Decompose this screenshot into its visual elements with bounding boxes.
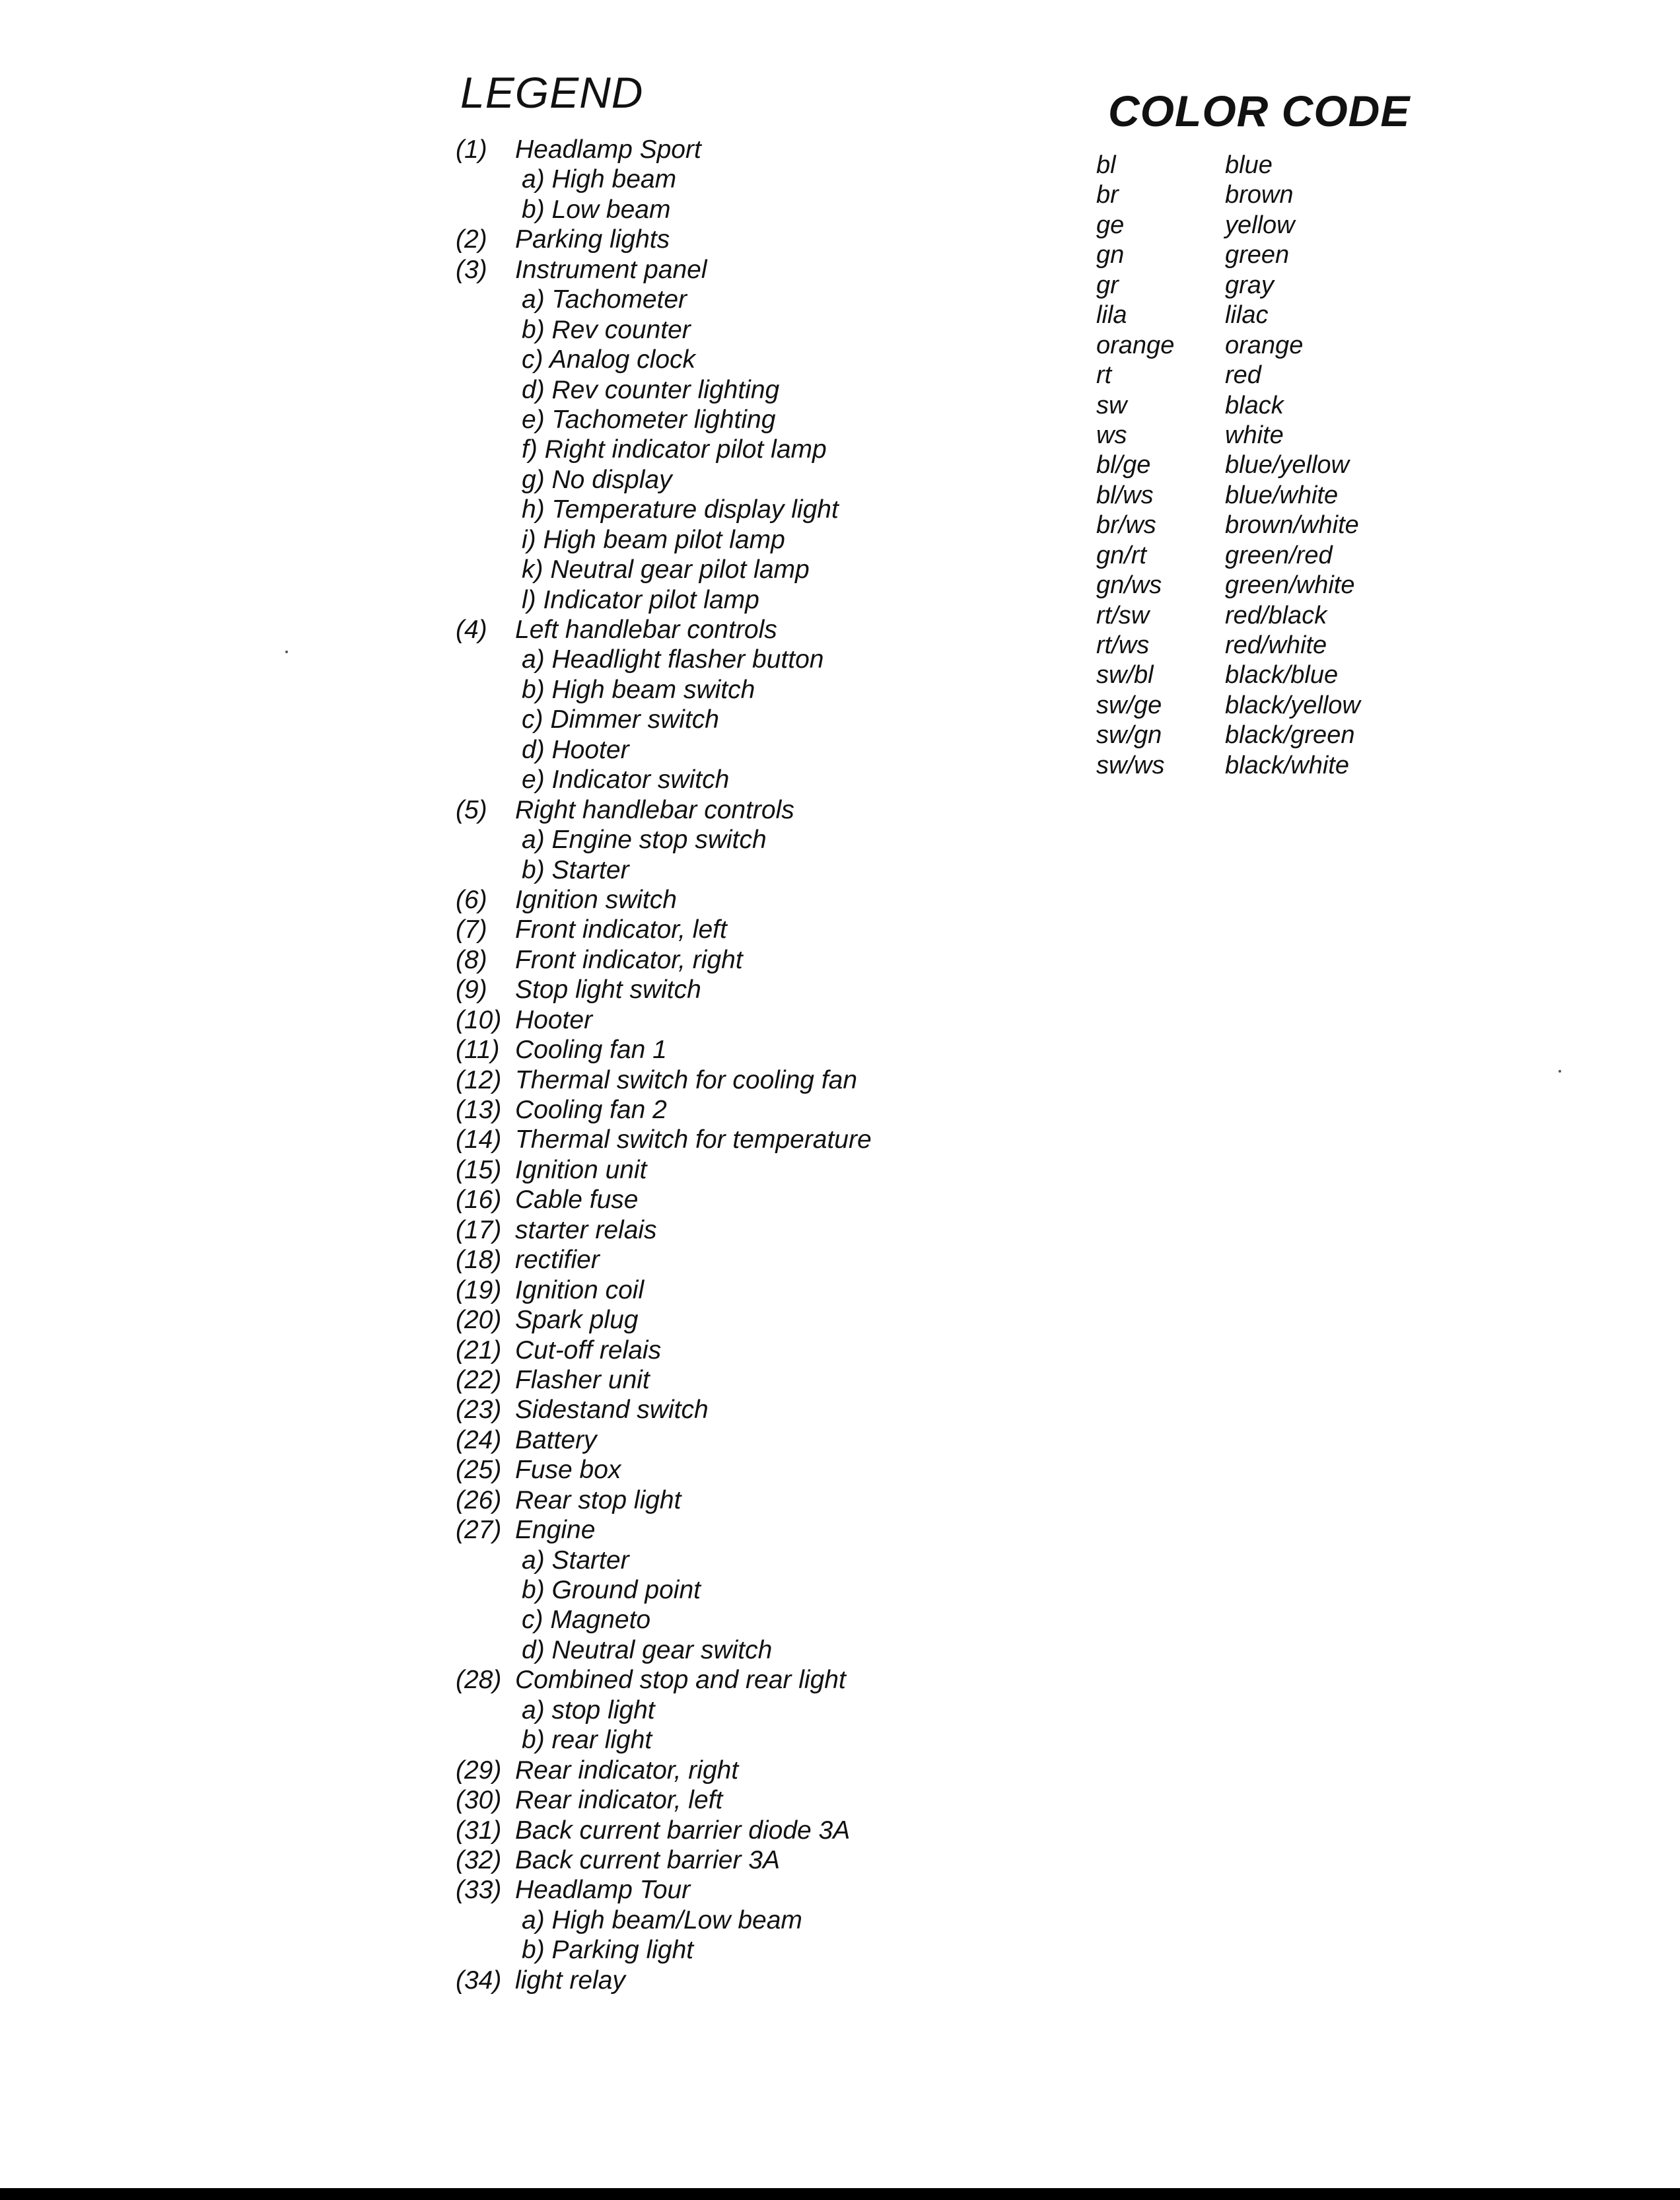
color-code-abbreviation: orange: [1096, 331, 1175, 359]
color-code-abbreviation: lila: [1096, 301, 1127, 330]
legend-subitem: [456, 285, 872, 314]
color-code-abbreviation: ge: [1096, 211, 1125, 239]
color-code-name: white: [1225, 421, 1284, 449]
legend-item-number: (11): [456, 1036, 500, 1065]
legend-item-text: a) Starter: [522, 1545, 629, 1575]
legend-subitem: [456, 315, 872, 345]
legend-item: [456, 1125, 872, 1154]
legend-item-text: Flasher unit: [515, 1365, 650, 1394]
color-code-name: blue: [1225, 151, 1273, 179]
color-code-row: [1096, 691, 1360, 721]
color-code-name: black: [1225, 391, 1284, 419]
legend-item-text: Thermal switch for temperature: [515, 1125, 872, 1154]
legend-subitem: [456, 735, 872, 765]
legend-item-text: c) Analog clock: [522, 345, 696, 374]
color-code-row: [1096, 571, 1360, 600]
legend-item-number: (2): [456, 225, 487, 254]
legend-item: [456, 225, 872, 254]
legend-item-text: Cut-off relais: [515, 1335, 662, 1365]
color-code-abbreviation: bl/ge: [1096, 451, 1151, 479]
legend-subitem: [456, 1695, 872, 1725]
legend-item-text: Ignition switch: [515, 885, 677, 914]
color-code-name: red: [1225, 361, 1261, 390]
legend-item-number: (15): [456, 1155, 502, 1184]
legend-item-text: Engine: [515, 1516, 596, 1545]
legend-item-text: Parking lights: [515, 225, 670, 254]
color-code-row: [1096, 271, 1360, 301]
legend-item-text: Spark plug: [515, 1306, 639, 1335]
legend-subitem: [456, 645, 872, 674]
legend-subitem: [456, 825, 872, 855]
color-code-name: red/white: [1225, 631, 1327, 659]
legend-list: [456, 135, 872, 1995]
legend-item-number: (8): [456, 945, 487, 974]
legend-item-text: g) No display: [522, 465, 672, 494]
legend-item-text: a) Headlight flasher button: [522, 645, 824, 674]
legend-subitem: [456, 585, 872, 615]
legend-item: [456, 1665, 872, 1695]
legend-item-text: f) Right indicator pilot lamp: [522, 435, 827, 464]
legend-item: [456, 1875, 872, 1905]
legend-item: [456, 1785, 872, 1815]
legend-item-text: e) Tachometer lighting: [522, 405, 776, 434]
legend-title: LEGEND: [460, 68, 644, 117]
color-code-abbreviation: gn: [1096, 241, 1125, 269]
legend-item: [456, 1756, 872, 1785]
legend-item-text: Back current barrier diode 3A: [515, 1816, 851, 1845]
legend-subitem: [456, 705, 872, 734]
legend-item-text: Left handlebar controls: [515, 616, 777, 644]
legend-item-number: (10): [456, 1005, 502, 1034]
legend-item-text: h) Temperature display light: [522, 495, 839, 524]
color-code-list: [1096, 151, 1360, 781]
color-code-row: [1096, 541, 1360, 571]
legend-item-number: (29): [456, 1756, 502, 1785]
legend-subitem: [456, 1935, 872, 1965]
legend-item-number: (32): [456, 1845, 502, 1874]
legend-item-number: (12): [456, 1065, 502, 1094]
color-code-abbreviation: bl: [1096, 151, 1116, 179]
legend-subitem: [456, 164, 872, 194]
color-code-row: [1096, 331, 1360, 361]
legend-item-text: Front indicator, right: [515, 945, 743, 974]
legend-item: [456, 1455, 872, 1485]
legend-item: [456, 795, 872, 825]
color-code-name: black/green: [1225, 721, 1355, 750]
legend-item-text: Thermal switch for cooling fan: [515, 1065, 858, 1094]
legend-item: [456, 1395, 872, 1425]
legend-subitem: [456, 345, 872, 374]
legend-item: [456, 1425, 872, 1455]
legend-item-text: Rear indicator, right: [515, 1756, 739, 1785]
legend-item-number: (5): [456, 795, 487, 824]
legend-item: [456, 255, 872, 285]
legend-item: [456, 1966, 872, 1995]
color-code-row: [1096, 151, 1360, 180]
legend-item-text: Instrument panel: [515, 255, 707, 284]
color-code-name: lilac: [1225, 301, 1269, 330]
legend-item-number: (9): [456, 976, 487, 1005]
legend-item-text: Back current barrier 3A: [515, 1845, 780, 1874]
legend-item: [456, 1005, 872, 1035]
color-code-row: [1096, 751, 1360, 781]
color-code-name: orange: [1225, 331, 1304, 359]
legend-item-text: Sidestand switch: [515, 1396, 709, 1425]
legend-item-number: (25): [456, 1456, 502, 1485]
color-code-row: [1096, 511, 1360, 540]
legend-item: [456, 1816, 872, 1845]
color-code-abbreviation: gn/ws: [1096, 571, 1162, 600]
legend-item-text: b) Low beam: [522, 195, 671, 224]
legend-item-text: Front indicator, left: [515, 915, 727, 944]
legend-item-number: (26): [456, 1485, 502, 1514]
legend-item-text: Right handlebar controls: [515, 795, 794, 824]
legend-item-text: b) Parking light: [522, 1936, 694, 1965]
legend-subitem: [456, 555, 872, 585]
color-code-abbreviation: sw/ws: [1096, 751, 1165, 779]
color-code-row: [1096, 450, 1360, 480]
color-code-row: [1096, 301, 1360, 330]
legend-item-text: Rear indicator, left: [515, 1786, 723, 1815]
color-code-name: black/white: [1225, 751, 1349, 779]
legend-subitem: [456, 1575, 872, 1605]
legend-item-text: rectifier: [515, 1246, 600, 1275]
legend-item: [456, 1365, 872, 1395]
color-code-abbreviation: bl/ws: [1096, 481, 1154, 509]
color-code-name: gray: [1225, 271, 1274, 299]
legend-item-text: Ignition unit: [515, 1155, 647, 1184]
legend-item-text: e) Indicator switch: [522, 765, 730, 795]
color-code-name: green/red: [1225, 541, 1333, 569]
legend-item-text: k) Neutral gear pilot lamp: [522, 555, 810, 585]
legend-item-text: Cooling fan 1: [515, 1036, 667, 1065]
color-code-name: brown/white: [1225, 511, 1359, 540]
color-code-abbreviation: sw/gn: [1096, 721, 1162, 750]
legend-item-text: b) rear light: [522, 1726, 652, 1755]
legend-subitem: [456, 1635, 872, 1665]
legend-subitem: [456, 405, 872, 435]
scan-speck: [285, 651, 288, 653]
color-code-row: [1096, 421, 1360, 450]
color-code-row: [1096, 211, 1360, 240]
legend-item-text: Combined stop and rear light: [515, 1666, 846, 1695]
legend-item-number: (18): [456, 1246, 502, 1275]
legend-item-text: c) Dimmer switch: [522, 705, 719, 734]
legend-subitem: [456, 525, 872, 555]
legend-item: [456, 1845, 872, 1875]
legend-item: [456, 1065, 872, 1095]
scan-speck: [1558, 1070, 1561, 1073]
color-code-row: [1096, 481, 1360, 511]
legend-item-text: light relay: [515, 1966, 625, 1995]
legend-subitem: [456, 465, 872, 495]
legend-subitem: [456, 495, 872, 524]
legend-item-number: (6): [456, 885, 487, 914]
color-code-row: [1096, 240, 1360, 270]
color-code-abbreviation: rt/sw: [1096, 601, 1150, 629]
legend-item-text: starter relais: [515, 1215, 657, 1244]
legend-item-number: (20): [456, 1306, 502, 1335]
color-code-abbreviation: ws: [1096, 421, 1127, 449]
legend-item-text: Headlamp Tour: [515, 1876, 691, 1905]
legend-item-text: b) Starter: [522, 855, 629, 884]
legend-item-text: a) Engine stop switch: [522, 826, 767, 855]
legend-item-text: i) High beam pilot lamp: [522, 525, 785, 554]
legend-item-text: Cooling fan 2: [515, 1096, 667, 1124]
legend-item: [456, 1485, 872, 1515]
legend-item: [456, 1185, 872, 1215]
legend-item-number: (7): [456, 915, 487, 944]
legend-item: [456, 975, 872, 1005]
legend-item-text: Ignition coil: [515, 1275, 645, 1304]
legend-item-number: (23): [456, 1396, 502, 1425]
scan-bottom-edge: [0, 2188, 1680, 2200]
color-code-abbreviation: sw/bl: [1096, 661, 1154, 690]
legend-item-text: d) Rev counter lighting: [522, 375, 780, 404]
legend-item-number: (33): [456, 1876, 502, 1905]
legend-item: [456, 1215, 872, 1245]
color-code-row: [1096, 721, 1360, 750]
legend-item-text: a) Tachometer: [522, 285, 687, 314]
legend-item-text: a) High beam: [522, 165, 677, 194]
legend-item-number: (31): [456, 1816, 502, 1845]
legend-item-text: b) Ground point: [522, 1576, 701, 1604]
legend-item-number: (34): [456, 1966, 502, 1995]
color-code-title: COLOR CODE: [1108, 87, 1411, 135]
legend-item-number: (24): [456, 1425, 502, 1454]
legend-item-text: c) Magneto: [522, 1606, 651, 1635]
color-code-name: black/blue: [1225, 661, 1339, 690]
color-code-abbreviation: br/ws: [1096, 511, 1156, 540]
legend-item: [456, 945, 872, 975]
legend-item-text: Stop light switch: [515, 976, 701, 1005]
color-code-abbreviation: rt: [1096, 361, 1112, 390]
color-code-name: brown: [1225, 181, 1294, 209]
legend-item-text: a) High beam/Low beam: [522, 1905, 802, 1934]
legend-subitem: [456, 1905, 872, 1935]
legend-item: [456, 1035, 872, 1065]
legend-item-number: (4): [456, 616, 487, 644]
color-code-abbreviation: rt/ws: [1096, 631, 1150, 659]
legend-item-text: b) High beam switch: [522, 675, 755, 704]
legend-item-text: d) Neutral gear switch: [522, 1635, 773, 1664]
legend-subitem: [456, 1545, 872, 1575]
color-code-abbreviation: br: [1096, 181, 1119, 209]
color-code-name: green: [1225, 241, 1290, 269]
legend-item-text: l) Indicator pilot lamp: [522, 585, 759, 614]
color-code-row: [1096, 631, 1360, 660]
legend-subitem: [456, 435, 872, 464]
color-code-name: blue/yellow: [1225, 451, 1349, 479]
legend-item-number: (13): [456, 1096, 502, 1124]
color-code-abbreviation: sw/ge: [1096, 691, 1162, 719]
legend-item: [456, 1335, 872, 1365]
legend-item: [456, 885, 872, 915]
legend-item-number: (14): [456, 1125, 502, 1154]
legend-item: [456, 1305, 872, 1335]
legend-item: [456, 1275, 872, 1305]
color-code-row: [1096, 180, 1360, 210]
legend-item-number: (27): [456, 1516, 502, 1545]
legend-item-text: Fuse box: [515, 1456, 621, 1485]
legend-item-number: (17): [456, 1215, 502, 1244]
color-code-row: [1096, 601, 1360, 631]
legend-item-number: (30): [456, 1786, 502, 1815]
color-code-row: [1096, 361, 1360, 390]
legend-item: [456, 615, 872, 645]
legend-item-text: d) Hooter: [522, 735, 629, 764]
color-code-name: blue/white: [1225, 481, 1339, 509]
legend-item: [456, 915, 872, 944]
legend-item-number: (21): [456, 1335, 502, 1365]
legend-item: [456, 1095, 872, 1125]
legend-item: [456, 1245, 872, 1275]
legend-item: [456, 1515, 872, 1545]
legend-subitem: [456, 765, 872, 795]
color-code-name: green/white: [1225, 571, 1355, 600]
legend-item-text: b) Rev counter: [522, 315, 691, 344]
legend-subitem: [456, 375, 872, 405]
color-code-abbreviation: sw: [1096, 391, 1127, 419]
legend-item-number: (28): [456, 1666, 502, 1695]
legend-item-text: a) stop light: [522, 1695, 655, 1724]
legend-item-text: Headlamp Sport: [515, 135, 701, 164]
legend-item-text: Battery: [515, 1425, 597, 1454]
color-code-name: yellow: [1225, 211, 1295, 239]
legend-subitem: [456, 855, 872, 885]
legend-item-number: (19): [456, 1275, 502, 1304]
legend-item-number: (22): [456, 1365, 502, 1394]
legend-item-number: (16): [456, 1186, 502, 1215]
legend-item-number: (3): [456, 255, 487, 284]
legend-item: [456, 135, 872, 164]
color-code-name: red/black: [1225, 601, 1327, 629]
legend-item-number: (1): [456, 135, 487, 164]
legend-item: [456, 1155, 872, 1185]
legend-subitem: [456, 195, 872, 225]
color-code-name: black/yellow: [1225, 691, 1360, 719]
legend-item-text: Hooter: [515, 1005, 593, 1034]
color-code-row: [1096, 391, 1360, 421]
legend-item-text: Cable fuse: [515, 1186, 639, 1215]
legend-subitem: [456, 1605, 872, 1635]
legend-subitem: [456, 1725, 872, 1755]
legend-item-text: Rear stop light: [515, 1485, 682, 1514]
legend-subitem: [456, 675, 872, 705]
color-code-abbreviation: gn/rt: [1096, 541, 1147, 569]
color-code-abbreviation: gr: [1096, 271, 1119, 299]
color-code-row: [1096, 660, 1360, 690]
